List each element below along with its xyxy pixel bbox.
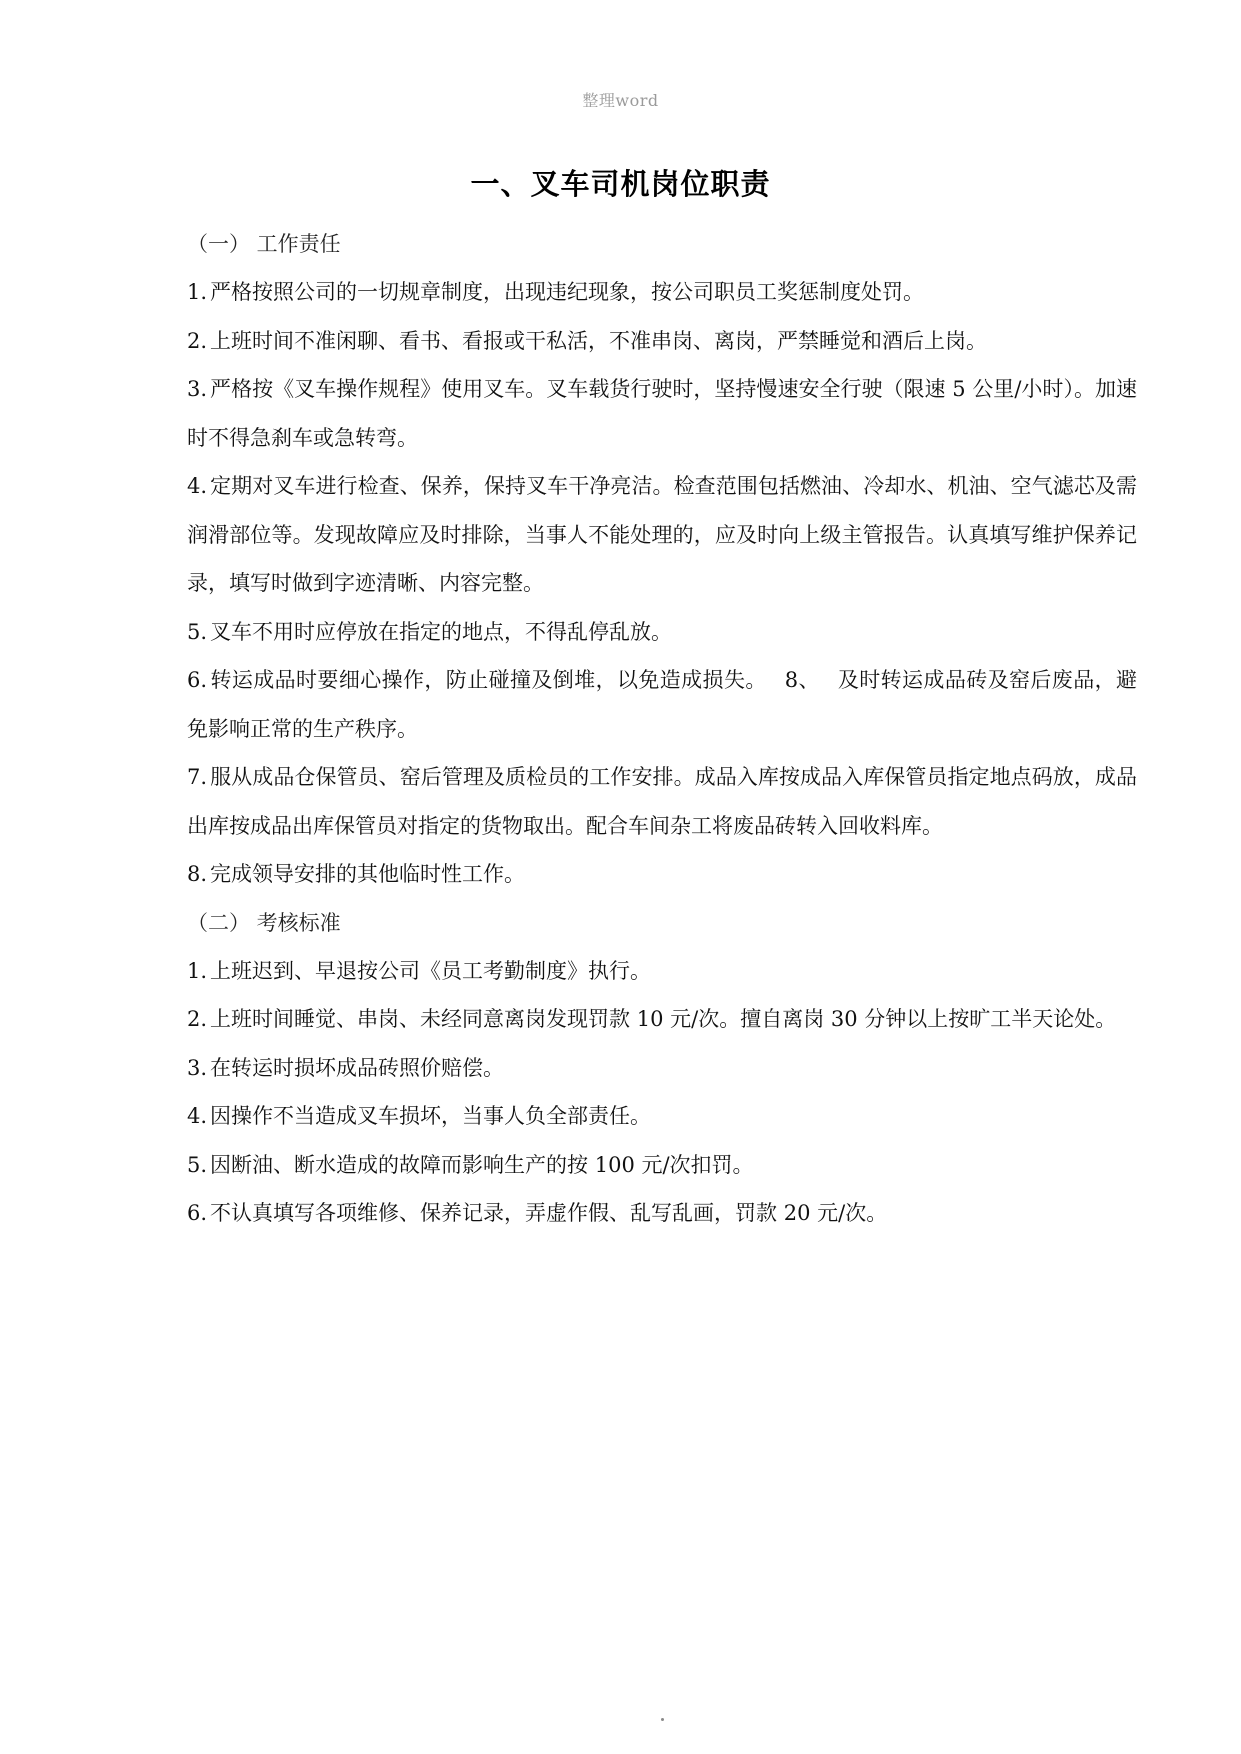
section-heading: （二） 考核标准 <box>187 910 341 935</box>
list-item <box>187 268 1137 317</box>
item-number: 1. <box>187 280 208 304</box>
document-body <box>187 220 1137 1238</box>
item-number: 4. <box>187 474 208 498</box>
list-item <box>187 317 1137 366</box>
item-text: 因操作不当造成叉车损坏，当事人负全部责任。 <box>210 1104 652 1128</box>
section-assessment-standard <box>187 899 1137 1238</box>
page-header: 整理word <box>582 91 659 110</box>
item-number: 2. <box>187 328 208 353</box>
item-number: 1. <box>187 958 208 983</box>
list-item <box>187 947 1137 996</box>
item-text: 严格按《叉车操作规程》使用叉车。叉车载货行驶时，坚持慢速安全行驶（限速 5 公里/小时）。加速时不得急刹车或急转弯。 <box>187 377 1137 450</box>
item-text: 转运成品时要细心操作，防止碰撞及倒堆，以免造成损失。 8、 及时转运成品砖及窑后废品，避免影响正常的生产秩序。 <box>187 668 1137 741</box>
document-title: 一、叉车司机岗位职责 <box>470 167 771 201</box>
list-item <box>187 656 1137 753</box>
item-text: 在转运时损坏成品砖照价赔偿。 <box>210 1055 505 1080</box>
list-item <box>187 462 1137 608</box>
list-item <box>187 1189 1137 1238</box>
item-number: 3. <box>187 1055 208 1080</box>
section-work-responsibility <box>187 220 1137 899</box>
list-item <box>187 850 1137 899</box>
item-number: 7. <box>187 765 208 789</box>
list-item <box>187 1044 1137 1093</box>
item-text: 上班时间睡觉、串岗、未经同意离岗发现罚款 10 元/次。擅自离岗 30 分钟以上按旷工半天论处。 <box>210 1007 1117 1031</box>
list-item <box>187 753 1137 850</box>
item-number: 5. <box>187 1152 208 1177</box>
list-item <box>187 1092 1137 1141</box>
item-number: 8. <box>187 862 208 886</box>
item-text: 叉车不用时应停放在指定的地点，不得乱停乱放。 <box>210 619 673 644</box>
item-number: 3. <box>187 377 208 401</box>
list-item <box>187 608 1137 657</box>
item-text: 服从成品仓保管员、窑后管理及质检员的工作安排。成品入库按成品入库保管员指定地点码放，成品出库按成品出库保管员对指定的货物取出。配合车间杂工将废品砖转入回收料库。 <box>187 765 1137 838</box>
item-text: 上班时间不准闲聊、看书、看报或干私活，不准串岗、离岗，严禁睡觉和酒后上岗。 <box>210 328 988 353</box>
list-item <box>187 365 1137 462</box>
section-heading: （一） 工作责任 <box>187 232 341 256</box>
item-text: 上班迟到、早退按公司《员工考勤制度》执行。 <box>210 958 652 983</box>
item-text: 完成领导安排的其他临时性工作。 <box>210 862 526 886</box>
list-item <box>187 995 1137 1044</box>
item-text: 不认真填写各项维修、保养记录，弄虚作假、乱写乱画，罚款 20 元/次。 <box>210 1201 888 1225</box>
item-text: 严格按照公司的一切规章制度，出现违纪现象，按公司职员工奖惩制度处罚。 <box>210 280 925 304</box>
item-text: 因断油、断水造成的故障而影响生产的按 100 元/次扣罚。 <box>210 1152 754 1177</box>
item-number: 5. <box>187 619 208 644</box>
footer-dot <box>661 1718 664 1721</box>
item-number: 6. <box>187 668 208 692</box>
item-text: 定期对叉车进行检查、保养，保持叉车干净亮洁。检查范围包括燃油、冷却水、机油、空气滤芯及需润滑部位等。发现故障应及时排除，当事人不能处理的，应及时向上级主管报告。认真填写维护保养记录，填写时做到字迹清晰、内容完整。 <box>187 474 1137 595</box>
item-number: 6. <box>187 1201 208 1225</box>
item-number: 4. <box>187 1104 208 1128</box>
item-number: 2. <box>187 1007 208 1031</box>
list-item <box>187 1141 1137 1190</box>
